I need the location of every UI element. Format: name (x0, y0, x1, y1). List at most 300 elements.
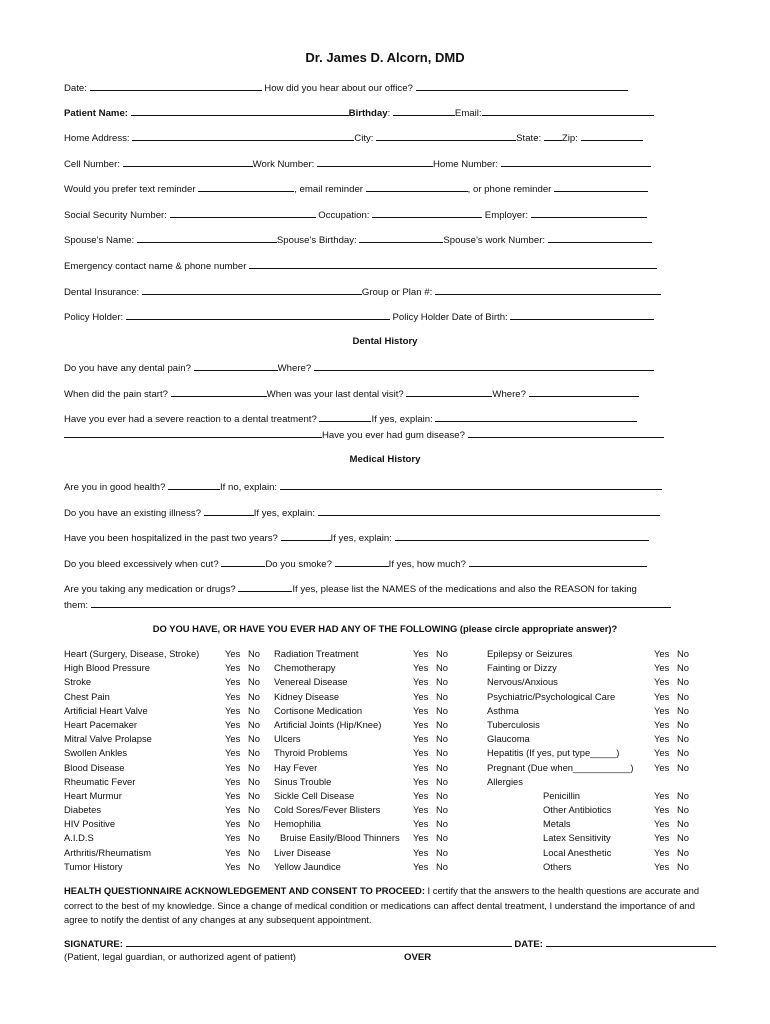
label-bleed: Do you bleed excessively when cut? (64, 559, 219, 570)
condition-label: High Blood Pressure (64, 662, 150, 674)
yes-option[interactable]: Yes (413, 832, 429, 844)
no-option[interactable]: No (436, 718, 448, 730)
email-field[interactable] (482, 105, 654, 116)
label-ssn: Social Security Number: (64, 210, 167, 221)
row-existing-illness (64, 505, 674, 519)
yes-option[interactable]: Yes (225, 747, 241, 759)
condition-row (274, 803, 484, 817)
label-work: Work Number: (252, 159, 315, 170)
no-option[interactable]: No (677, 789, 689, 801)
no-option[interactable]: No (248, 662, 260, 674)
no-option[interactable]: No (248, 761, 260, 773)
condition-label: Heart Pacemaker (64, 718, 137, 730)
condition-row (487, 803, 693, 817)
row-dental-pain (64, 360, 674, 374)
condition-label: Hemophilia (274, 818, 321, 830)
label-patient-name: Patient Name: (64, 108, 128, 119)
row-address (64, 130, 674, 144)
condition-row (487, 775, 693, 789)
no-option[interactable]: No (677, 832, 689, 844)
row-emergency (64, 258, 674, 272)
label-existing-illness: Do you have an existing illness? (64, 508, 202, 519)
label-medications-list: If yes, please list the NAMES of the medications and also the REASON for taking (292, 584, 637, 595)
condition-label: Ulcers (274, 733, 301, 745)
label-spouse-name: Spouse’s Name: (64, 235, 135, 246)
condition-row (487, 661, 693, 675)
condition-label: Kidney Disease (274, 690, 340, 702)
pain-start-field[interactable] (171, 386, 267, 397)
row-ssn (64, 207, 674, 221)
condition-label: Bruise Easily/Blood Thinners (280, 832, 400, 844)
condition-row (64, 732, 274, 746)
no-option[interactable]: No (248, 832, 260, 844)
ssn-field[interactable] (170, 207, 316, 218)
yes-option[interactable]: Yes (413, 789, 429, 801)
label-good-health: Are you in good health? (64, 482, 166, 493)
no-option[interactable]: No (436, 733, 448, 745)
consent-text: I certify that the answers to the health questions are accurate and correct to the best of my knowledge. Since a change of medical condition or medications can affect dental treatment, I understand the importance of and agree to notify the dentist of any changes at any subsequent appointment. (64, 885, 700, 925)
condition-label: Diabetes (64, 804, 102, 816)
condition-label: Tumor History (64, 860, 123, 872)
yes-option[interactable]: Yes (413, 804, 429, 816)
no-option[interactable]: No (436, 676, 448, 688)
consent-lead: HEALTH QUESTIONNAIRE ACKNOWLEDGEMENT AND CONSENT TO PROCEED: (64, 885, 425, 896)
yes-option[interactable]: Yes (413, 846, 429, 858)
condition-label: Yellow Jaundice (274, 860, 341, 872)
yes-option[interactable]: Yes (654, 690, 670, 702)
row-spouse (64, 232, 674, 246)
row-gum (64, 427, 674, 441)
row-good-health (64, 479, 674, 493)
no-option[interactable]: No (677, 676, 689, 688)
row-phones (64, 156, 674, 170)
condition-row (64, 718, 274, 732)
label-home-address: Home Address: (64, 133, 130, 144)
yes-option[interactable]: Yes (413, 648, 429, 659)
no-option[interactable]: No (248, 818, 260, 830)
no-option[interactable]: No (436, 648, 448, 659)
reaction-explain-field[interactable] (435, 411, 637, 422)
conditions-column-2 (274, 647, 484, 874)
no-option[interactable]: No (248, 775, 260, 787)
condition-label: Latex Sensitivity (543, 832, 611, 844)
yes-option[interactable]: Yes (654, 761, 670, 773)
email-reminder-field[interactable] (366, 181, 468, 192)
condition-label: Allergies (487, 775, 523, 787)
no-option[interactable]: No (436, 846, 448, 858)
group-field[interactable] (435, 284, 661, 295)
label-occupation: Occupation: (318, 210, 370, 221)
condition-row (274, 831, 484, 845)
condition-row (64, 746, 274, 760)
yes-option[interactable]: Yes (654, 676, 670, 688)
good-health-field[interactable] (168, 479, 220, 490)
no-option[interactable]: No (248, 648, 260, 659)
label-if-yes-2: If yes, explain: (330, 533, 392, 544)
condition-label: Stroke (64, 676, 92, 688)
condition-label: Tuberculosis (487, 718, 540, 730)
condition-label: Swollen Ankles (64, 747, 128, 759)
yes-option[interactable]: Yes (654, 704, 670, 716)
condition-label: Chest Pain (64, 690, 110, 702)
spouse-work-field[interactable] (548, 232, 652, 243)
condition-row (64, 846, 274, 860)
dental-history-heading: Dental History (352, 336, 418, 347)
condition-label: Blood Disease (64, 761, 125, 773)
yes-option[interactable]: Yes (225, 804, 241, 816)
condition-row (64, 690, 274, 704)
no-option[interactable]: No (248, 704, 260, 716)
condition-row (487, 846, 693, 860)
emergency-field[interactable] (249, 258, 657, 269)
how-much-field[interactable] (469, 556, 647, 567)
condition-label: Chemotherapy (274, 662, 336, 674)
condition-row (274, 775, 484, 789)
label-city: City: (354, 133, 374, 144)
condition-row (274, 789, 484, 803)
label-phone-reminder: , or phone reminder (467, 184, 552, 195)
condition-row (487, 789, 693, 803)
condition-label: Venereal Disease (274, 676, 348, 688)
condition-label: A.I.D.S (64, 832, 94, 844)
no-option[interactable]: No (248, 676, 260, 688)
label-cell: Cell Number: (64, 159, 120, 170)
date-field[interactable] (90, 80, 262, 91)
yes-option[interactable]: Yes (225, 648, 241, 659)
conditions-heading: DO YOU HAVE, OR HAVE YOU EVER HAD ANY OF THE FOLLOWING (please circle appropriate answer)? (152, 623, 618, 634)
yes-option[interactable]: Yes (413, 690, 429, 702)
yes-option[interactable]: Yes (225, 704, 241, 716)
yes-option[interactable]: Yes (225, 718, 241, 730)
yes-option[interactable]: Yes (413, 775, 429, 787)
no-option[interactable]: No (436, 775, 448, 787)
condition-row (487, 732, 693, 746)
condition-label: Cortisone Medication (274, 704, 363, 716)
row-insurance (64, 284, 674, 298)
label-hospitalized: Have you been hospitalized in the past two years? (64, 533, 278, 544)
zip-field[interactable] (581, 130, 643, 141)
label-dental-pain: Do you have any dental pain? (64, 363, 191, 374)
no-option[interactable]: No (436, 747, 448, 759)
row-hospitalized (64, 530, 674, 544)
condition-row (274, 761, 484, 775)
consent-paragraph (64, 884, 714, 928)
no-option[interactable]: No (677, 818, 689, 830)
no-option[interactable]: No (677, 704, 689, 716)
condition-label: Local Anesthetic (543, 846, 612, 858)
yes-option[interactable]: Yes (225, 832, 241, 844)
patient-name-field[interactable] (131, 105, 349, 116)
existing-illness-explain-field[interactable] (318, 505, 660, 516)
condition-row (274, 817, 484, 831)
yes-option[interactable]: Yes (225, 662, 241, 674)
condition-label: Fainting or Dizzy (487, 662, 557, 674)
label-spouse-work: Spouse’s work Number: (443, 235, 546, 246)
phone-reminder-field[interactable] (554, 181, 648, 192)
label-smoke: Do you smoke? (265, 559, 332, 570)
yes-option[interactable]: Yes (413, 818, 429, 830)
good-health-explain-field[interactable] (280, 479, 662, 490)
yes-option[interactable]: Yes (225, 761, 241, 773)
row-medications (64, 581, 674, 595)
existing-illness-field[interactable] (204, 505, 254, 516)
label-last-visit: When was your last dental visit? (266, 389, 404, 400)
label-how-much: If yes, how much? (388, 559, 466, 570)
text-reminder-field[interactable] (198, 181, 294, 192)
visit-where-field[interactable] (529, 386, 639, 397)
condition-label: Other Antibiotics (543, 804, 612, 816)
address-field[interactable] (132, 130, 354, 141)
no-option[interactable]: No (436, 789, 448, 801)
sig-date-field[interactable] (546, 936, 716, 947)
row-them (64, 597, 674, 611)
label-gum-disease: Have you ever had gum disease? (322, 430, 465, 441)
label-home-number: Home Number: (433, 159, 499, 170)
no-option[interactable]: No (436, 832, 448, 844)
no-option[interactable]: No (677, 761, 689, 773)
pain-where-field[interactable] (314, 360, 654, 371)
no-option[interactable]: No (248, 789, 260, 801)
label-them: them: (64, 600, 88, 611)
work-field[interactable] (317, 156, 433, 167)
yes-option[interactable]: Yes (654, 747, 670, 759)
condition-label: Thyroid Problems (274, 747, 348, 759)
no-option[interactable]: No (677, 733, 689, 745)
birthday-field[interactable] (393, 105, 455, 116)
medications-list-field[interactable] (91, 597, 671, 608)
yes-option[interactable]: Yes (654, 860, 670, 872)
no-option[interactable]: No (436, 818, 448, 830)
no-option[interactable]: No (677, 662, 689, 674)
condition-label: Arthritis/Rheumatism (64, 846, 151, 858)
condition-label: Glaucoma (487, 733, 530, 745)
condition-row (274, 746, 484, 760)
signature-row (64, 936, 716, 950)
no-option[interactable]: No (436, 860, 448, 872)
no-option[interactable]: No (677, 690, 689, 702)
condition-row (274, 647, 484, 661)
gum-disease-field[interactable] (468, 427, 664, 438)
yes-option[interactable]: Yes (654, 832, 670, 844)
smoke-field[interactable] (335, 556, 389, 567)
condition-row (274, 718, 484, 732)
yes-option[interactable]: Yes (413, 733, 429, 745)
condition-row (274, 860, 484, 874)
no-option[interactable]: No (677, 747, 689, 759)
label-if-yes-explain: If yes, explain: (371, 414, 433, 425)
yes-option[interactable]: Yes (413, 662, 429, 674)
yes-option[interactable]: Yes (654, 733, 670, 745)
condition-label: Heart (Surgery, Disease, Stroke) (64, 648, 200, 659)
cell-field[interactable] (123, 156, 253, 167)
condition-label: Asthma (487, 704, 519, 716)
yes-option[interactable]: Yes (654, 718, 670, 730)
condition-label: Others (543, 860, 572, 872)
no-option[interactable]: No (248, 733, 260, 745)
yes-option[interactable]: Yes (413, 860, 429, 872)
condition-row (274, 690, 484, 704)
yes-option[interactable]: Yes (225, 676, 241, 688)
condition-label: Liver Disease (274, 846, 331, 858)
yes-option[interactable]: Yes (413, 747, 429, 759)
state-field[interactable] (544, 130, 562, 141)
yes-option[interactable]: Yes (225, 818, 241, 830)
condition-label: Pregnant (Due when___________) (487, 761, 634, 773)
condition-row (274, 704, 484, 718)
label-group: Group or Plan #: (361, 287, 433, 298)
row-reminders (64, 181, 674, 195)
no-option[interactable]: No (248, 718, 260, 730)
row-holder (64, 309, 674, 323)
condition-label: Artificial Heart Valve (64, 704, 148, 716)
condition-row (64, 704, 274, 718)
condition-label: Rheumatic Fever (64, 775, 136, 787)
condition-row (274, 675, 484, 689)
yes-option[interactable]: Yes (225, 690, 241, 702)
condition-label: Penicillin (543, 789, 580, 801)
label-zip: Zip: (561, 133, 578, 144)
no-option[interactable]: No (436, 704, 448, 716)
label-where: Where? (277, 363, 312, 374)
label-text-reminder: Would you prefer text reminder (64, 184, 196, 195)
insurance-field[interactable] (142, 284, 362, 295)
dental-pain-field[interactable] (194, 360, 278, 371)
condition-row (64, 661, 274, 675)
conditions-column-3 (487, 647, 693, 874)
condition-label: Cold Sores/Fever Blisters (274, 804, 381, 816)
bleed-field[interactable] (221, 556, 265, 567)
label-emergency: Emergency contact name & phone number (64, 261, 247, 272)
condition-label: Mitral Valve Prolapse (64, 733, 152, 745)
hospitalized-explain-field[interactable] (395, 530, 649, 541)
condition-row (274, 846, 484, 860)
label-heard: How did you hear about our office? (264, 83, 413, 94)
condition-label: Artificial Joints (Hip/Knee) (274, 718, 382, 730)
condition-label: Psychiatric/Psychological Care (487, 690, 616, 702)
label-employer: Employer: (484, 210, 528, 221)
yes-option[interactable]: Yes (654, 648, 670, 659)
no-option[interactable]: No (248, 747, 260, 759)
holder-dob-field[interactable] (510, 309, 654, 320)
condition-row (487, 831, 693, 845)
yes-option[interactable]: Yes (654, 789, 670, 801)
no-option[interactable]: No (248, 690, 260, 702)
no-option[interactable]: No (677, 860, 689, 872)
spouse-name-field[interactable] (137, 232, 277, 243)
no-option[interactable]: No (436, 804, 448, 816)
condition-label: Nervous/Anxious (487, 676, 558, 688)
condition-row (487, 761, 693, 775)
label-spouse-birthday: Spouse’s Birthday: (276, 235, 357, 246)
condition-row (64, 675, 274, 689)
condition-row (64, 775, 274, 789)
condition-row (64, 831, 274, 845)
condition-row (64, 803, 274, 817)
no-option[interactable]: No (248, 860, 260, 872)
condition-row (64, 860, 274, 874)
employer-field[interactable] (531, 207, 647, 218)
label-medications: Are you taking any medication or drugs? (64, 584, 236, 595)
reaction-explain-field-2[interactable] (64, 427, 322, 438)
no-option[interactable]: No (436, 761, 448, 773)
no-option[interactable]: No (436, 690, 448, 702)
page-title: Dr. James D. Alcorn, DMD (305, 50, 465, 65)
condition-row (64, 761, 274, 775)
label-signature: SIGNATURE: (64, 939, 123, 950)
yes-option[interactable]: Yes (654, 804, 670, 816)
no-option[interactable]: No (677, 718, 689, 730)
condition-row (64, 789, 274, 803)
no-option[interactable]: No (436, 662, 448, 674)
condition-row (487, 817, 693, 831)
medications-field[interactable] (238, 581, 292, 592)
condition-row (487, 704, 693, 718)
yes-option[interactable]: Yes (225, 846, 241, 858)
row-patient: Patient Name: Birthday: Email: (64, 105, 674, 119)
condition-label: Hepatitis (If yes, put type_____) (487, 747, 620, 759)
policy-holder-field[interactable] (126, 309, 390, 320)
hospitalized-field[interactable] (281, 530, 331, 541)
yes-option[interactable]: Yes (413, 718, 429, 730)
yes-option[interactable]: Yes (413, 704, 429, 716)
conditions-column-1 (64, 647, 274, 874)
row-date (64, 80, 674, 94)
yes-option[interactable]: Yes (654, 846, 670, 858)
condition-label: Sickle Cell Disease (274, 789, 355, 801)
occupation-field[interactable] (372, 207, 482, 218)
condition-label: HIV Positive (64, 818, 116, 830)
label-holder-dob: Policy Holder Date of Birth: (392, 312, 508, 323)
yes-option[interactable]: Yes (654, 818, 670, 830)
condition-label: Metals (543, 818, 571, 830)
condition-row (487, 746, 693, 760)
condition-row (487, 647, 693, 661)
condition-label: Hay Fever (274, 761, 318, 773)
yes-option[interactable]: Yes (654, 662, 670, 674)
condition-label: Heart Murmur (64, 789, 122, 801)
label-state: State: (516, 133, 542, 144)
no-option[interactable]: No (677, 846, 689, 858)
home-number-field[interactable] (501, 156, 651, 167)
yes-option[interactable]: Yes (225, 789, 241, 801)
city-field[interactable] (376, 130, 516, 141)
label-email: Email: (454, 108, 482, 119)
yes-option[interactable]: Yes (413, 761, 429, 773)
label-email-reminder: , email reminder (294, 184, 363, 195)
no-option[interactable]: No (248, 804, 260, 816)
medical-history-heading: Medical History (349, 454, 421, 465)
yes-option[interactable]: Yes (225, 733, 241, 745)
label-birthday: Birthday (348, 108, 388, 119)
yes-option[interactable]: Yes (413, 676, 429, 688)
no-option[interactable]: No (677, 804, 689, 816)
condition-row (487, 718, 693, 732)
no-option[interactable]: No (248, 846, 260, 858)
yes-option[interactable]: Yes (225, 860, 241, 872)
over-label: OVER (404, 952, 432, 963)
signature-note: (Patient, legal guardian, or authorized agent of patient) (64, 952, 297, 963)
yes-option[interactable]: Yes (225, 775, 241, 787)
condition-label: Epilepsy or Seizures (487, 648, 573, 659)
spouse-birthday-field[interactable] (359, 232, 443, 243)
last-visit-field[interactable] (406, 386, 492, 397)
label-insurance: Dental Insurance: (64, 287, 140, 298)
condition-row (487, 860, 693, 874)
heard-field[interactable] (416, 80, 628, 91)
no-option[interactable]: No (677, 648, 689, 659)
reaction-field[interactable] (319, 411, 371, 422)
signature-field[interactable] (126, 936, 512, 947)
